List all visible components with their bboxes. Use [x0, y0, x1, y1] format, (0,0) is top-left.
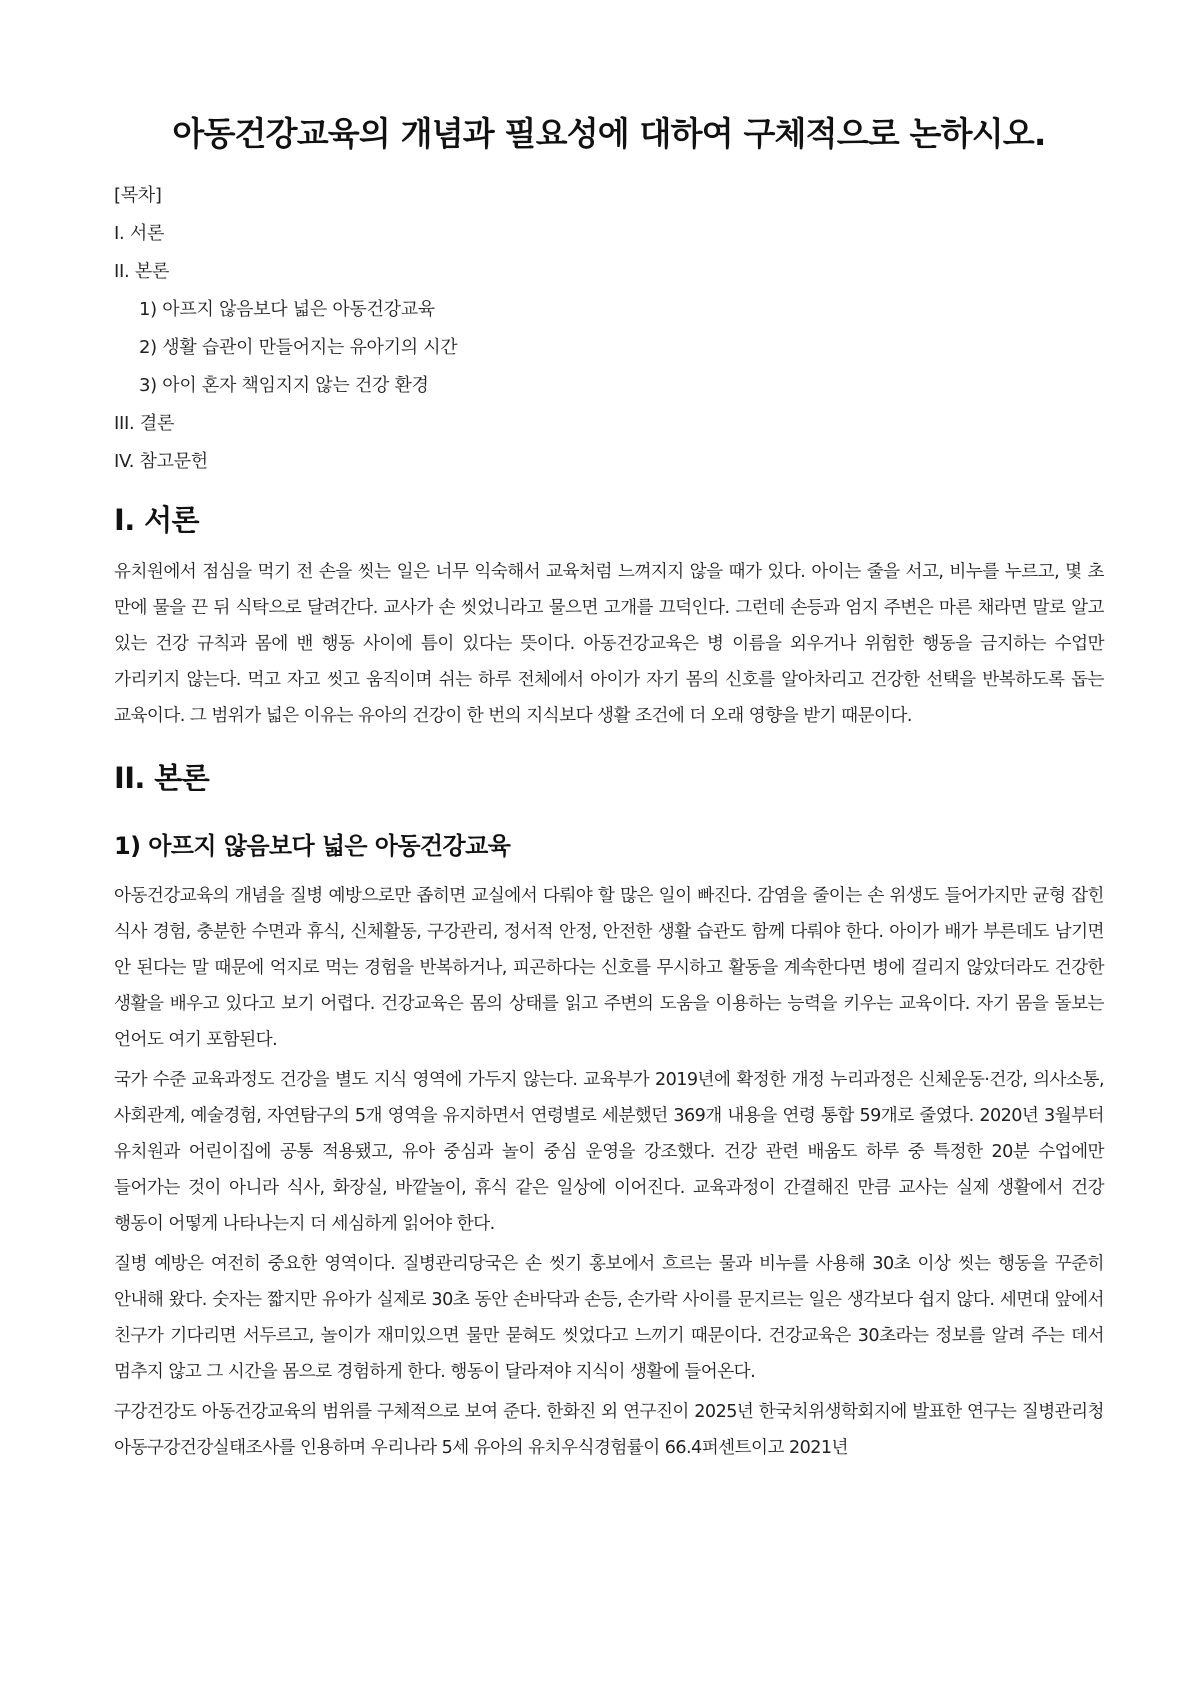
toc-item-conclusion: III. 결론: [114, 413, 175, 434]
section1-paragraph: 질병 예방은 여전히 중요한 영역이다. 질병관리당국은 손 씻기 홍보에서 흐르는 물과 비누를 사용해 30초 이상 씻는 행동을 꾸준히 안내해 왔다. 숫자는 짧지만 유아가 실제로 30초 동안 손바닥과 손등, 손가락 사이를 문지르는 일은 생각보다 쉽지 않다. 세면대 앞에서 친구가 기다리면 서두르고, 놀이가 재미있으면 물만 묻혀도 씻었다고 느끼기 때문이다. 건강교육은 30초라는 정보를 알려 주는 데서 멈추지 않고 그 시간을 몸으로 경험하게 한다. 행동이 달라져야 지식이 생활에 들어온다.: [114, 1254, 1104, 1382]
intro-heading: I. 서론: [114, 503, 199, 537]
section1-paragraph: 아동건강교육의 개념을 질병 예방으로만 좁히면 교실에서 다뤄야 할 많은 일이 빠진다. 감염을 줄이는 손 위생도 들어가지만 균형 잡힌 식사 경험, 충분한 수면과 휴식, 신체활동, 구강관리, 정서적 안정, 안전한 생활 습관도 함께 다뤄야 한다. 아이가 배가 부른데도 남기면 안 된다는 말 때문에 억지로 먹는 경험을 반복하거나, 피곤하다는 신호를 무시하고 활동을 계속한다면 병에 걸리지 않았더라도 건강한 생활을 배우고 있다고 보기 어렵다. 건강교육은 몸의 상태를 읽고 주변의 도움을 이용하는 능력을 키우는 교육이다. 자기 몸을 돌보는 언어도 여기 포함된다.: [114, 886, 1104, 1050]
section1-heading: 1) 아프지 않음보다 넓은 아동건강교육: [114, 832, 511, 860]
toc-heading: [목차]: [114, 185, 162, 206]
section1-paragraph: 구강건강도 아동건강교육의 범위를 구체적으로 보여 준다. 한화진 외 연구진이 2025년 한국치위생학회지에 발표한 연구는 질병관리청 아동구강건강실태조사를 인용하며 우리나라 5세 유아의 유치우식경험률이 66.4퍼센트이고 2021년: [114, 1402, 1104, 1458]
toc-item-intro: I. 서론: [114, 223, 165, 244]
toc-item-references: IV. 참고문헌: [114, 451, 208, 472]
document-title: 아동건강교육의 개념과 필요성에 대하여 구체적으로 논하시오.: [172, 114, 1046, 153]
section1-paragraph: 국가 수준 교육과정도 건강을 별도 지식 영역에 가두지 않는다. 교육부가 2019년에 확정한 개정 누리과정은 신체운동·건강, 의사소통, 사회관계, 예술경험, 자연탐구의 5개 영역을 유지하면서 연령별로 세분했던 369개 내용을 연령 통합 59개로 줄였다. 2020년 3월부터 유치원과 어린이집에 공통 적용됐고, 유아 중심과 놀이 중심 운영을 강조했다. 건강 관련 배움도 하루 중 특정한 20분 수업에만 들어가는 것이 아니라 식사, 화장실, 바깥놀이, 휴식 같은 일상에 이어진다. 교육과정이 간결해진 만큼 교사는 실제 생활에서 건강 행동이 어떻게 나타나는지 더 세심하게 읽어야 한다.: [114, 1070, 1104, 1234]
toc-subitem-2: 2) 생활 습관이 만들어지는 유아기의 시간: [139, 337, 458, 358]
table-of-contents: [114, 184, 1104, 488]
toc-subitem-3: 3) 아이 혼자 책임지지 않는 건강 환경: [139, 375, 429, 396]
toc-subitem-1: 1) 아프지 않음보다 넓은 아동건강교육: [139, 299, 435, 320]
body-heading: II. 본론: [114, 761, 210, 795]
intro-paragraph: 유치원에서 점심을 먹기 전 손을 씻는 일은 너무 익숙해서 교육처럼 느껴지지 않을 때가 있다. 아이는 줄을 서고, 비누를 누르고, 몇 초 만에 물을 끈 뒤 식탁으로 달려간다. 교사가 손 씻었니라고 물으면 고개를 끄덕인다. 그런데 손등과 엄지 주변은 마른 채라면 말로 알고 있는 건강 규칙과 몸에 밴 행동 사이에 틈이 있다는 뜻이다. 아동건강교육은 병 이름을 외우거나 위험한 행동을 금지하는 수업만 가리키지 않는다. 먹고 자고 씻고 움직이며 쉬는 하루 전체에서 아이가 자기 몸의 신호를 알아차리고 건강한 선택을 반복하도록 돕는 교육이다. 그 범위가 넓은 이유는 유아의 건강이 한 번의 지식보다 생활 조건에 더 오래 영향을 받기 때문이다.: [114, 562, 1104, 726]
toc-item-body: II. 본론: [114, 261, 170, 282]
